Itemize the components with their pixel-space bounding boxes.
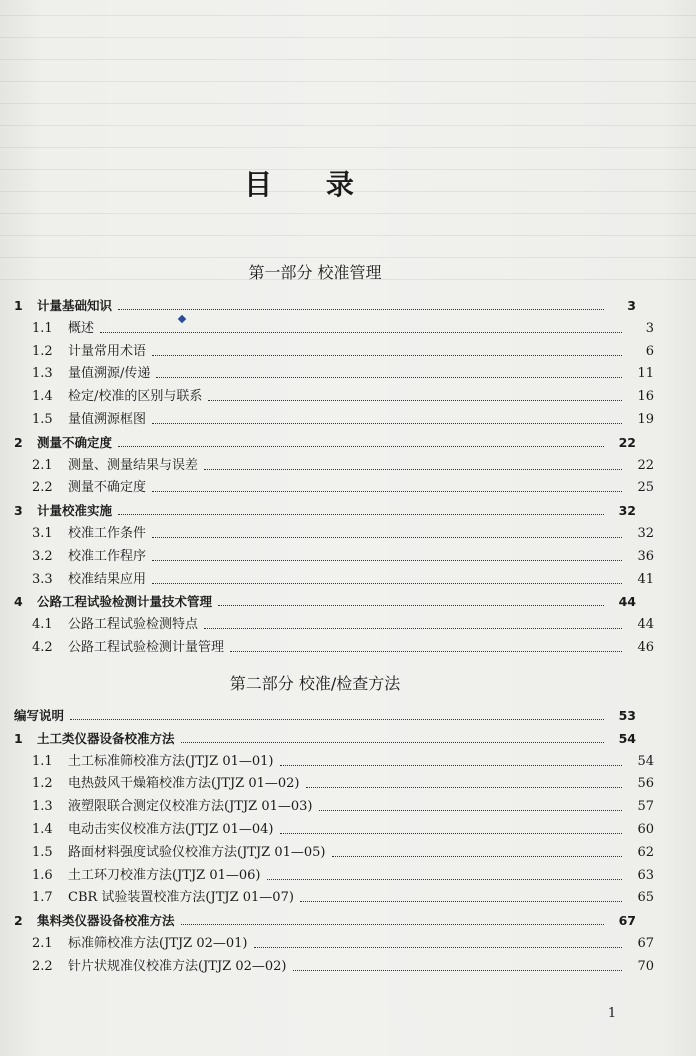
entry-number: 2.2: [32, 958, 53, 974]
part1-heading: 第一部分 校准管理: [248, 263, 382, 282]
entry-number: 3.3: [32, 571, 53, 587]
dot-leader: [118, 445, 604, 447]
dot-leader: [152, 422, 622, 424]
entry-title: 计量校准实施: [37, 503, 113, 519]
entry-title: 测量不确定度: [37, 434, 113, 450]
entry-title: 概述: [68, 320, 95, 336]
toc-chapter-entry[interactable]: [0, 292, 696, 314]
entry-title: 土工标准筛校准方法(JTJZ 01—01): [68, 753, 274, 769]
dot-leader: [267, 878, 623, 880]
page-number: 1: [607, 1006, 617, 1021]
dot-leader: [152, 490, 622, 492]
toc-chapter-entry[interactable]: [0, 429, 696, 451]
entry-number: 4: [14, 594, 23, 610]
toc-chapter-entry[interactable]: [0, 725, 696, 747]
entry-title: 检定/校准的区别与联系: [68, 389, 203, 405]
dot-leader: [300, 900, 622, 902]
entry-number: 1.2: [32, 776, 53, 792]
entry-title: 电热鼓风干燥箱校准方法(JTJZ 01—02): [68, 776, 300, 792]
entry-title: 公路工程试验检测计量管理: [68, 640, 225, 655]
entry-title: 公路工程试验检测计量技术管理: [37, 594, 213, 610]
entry-title: 液塑限联合测定仪校准方法(JTJZ 01—03): [68, 799, 313, 815]
entry-page: 62: [637, 844, 654, 860]
entry-title: CBR 试验装置校准方法(JTJZ 01—07): [68, 890, 294, 906]
entry-number: 1.1: [32, 753, 53, 769]
toc-section-entry[interactable]: [0, 566, 696, 588]
part2-heading: 第二部分 校准/检查方法: [229, 674, 401, 693]
toc-title: 目 录: [244, 168, 376, 201]
entry-number: 1.4: [32, 822, 53, 837]
entry-page: 57: [637, 799, 654, 815]
toc-chapter-entry[interactable]: [0, 907, 696, 929]
entry-title: 电动击实仪校准方法(JTJZ 01—04): [68, 822, 274, 837]
dot-leader: [118, 513, 604, 515]
toc-chapter-entry[interactable]: [0, 497, 696, 519]
toc-section-entry[interactable]: [0, 360, 696, 382]
toc-section-entry[interactable]: [0, 406, 696, 428]
dot-leader: [152, 536, 622, 538]
entry-title: 土工类仪器设备校准方法: [37, 730, 175, 746]
dot-leader: [230, 650, 622, 652]
dot-leader: [156, 376, 622, 378]
dot-leader: [152, 559, 622, 561]
toc-section-entry[interactable]: [0, 748, 696, 770]
toc-section-entry[interactable]: [0, 816, 696, 838]
toc-section-entry[interactable]: [0, 770, 696, 792]
entry-title: 公路工程试验检测特点: [68, 617, 199, 633]
entry-title: 路面材料强度试验仪校准方法(JTJZ 01—05): [68, 844, 326, 860]
entry-number: 1.6: [32, 867, 53, 883]
entry-title: 土工环刀校准方法(JTJZ 01—06): [68, 867, 261, 883]
entry-number: 1.1: [32, 320, 53, 336]
toc-chapter-entry[interactable]: [0, 588, 696, 610]
toc-section-entry[interactable]: [0, 862, 696, 884]
entry-title: 计量基础知识: [37, 298, 113, 313]
entry-page: 25: [637, 480, 654, 496]
entry-number: 1.4: [32, 389, 53, 405]
toc-section-entry[interactable]: [0, 474, 696, 496]
toc-section-entry[interactable]: [0, 884, 696, 906]
entry-number: 1.3: [32, 799, 53, 815]
entry-page: 3: [627, 298, 636, 313]
toc-section-entry[interactable]: [0, 520, 696, 542]
entry-number: 2.1: [32, 936, 53, 951]
toc-section-entry[interactable]: [0, 543, 696, 565]
entry-page: 22: [637, 457, 654, 473]
dot-leader: [204, 468, 622, 470]
dot-leader: [293, 969, 623, 971]
entry-page: 65: [637, 890, 654, 906]
entry-number: 1.7: [32, 890, 53, 906]
dot-leader: [152, 354, 622, 356]
dot-leader: [254, 946, 623, 948]
entry-title: 计量常用术语: [68, 343, 147, 359]
entry-page: 46: [637, 640, 654, 655]
toc-chapter-entry[interactable]: [0, 702, 696, 724]
dot-leader: [306, 786, 623, 788]
entry-number: 2.1: [32, 457, 53, 473]
entry-page: 63: [637, 867, 654, 883]
entry-page: 44: [618, 594, 636, 610]
entry-title: 校准结果应用: [68, 571, 147, 587]
dot-leader: [280, 832, 623, 834]
dot-leader: [181, 741, 604, 743]
toc-section-entry[interactable]: [0, 634, 696, 656]
dot-leader: [70, 718, 604, 720]
entry-title: 量值溯源/传递: [68, 366, 151, 382]
entry-page: 3: [645, 320, 654, 336]
entry-page: 11: [637, 366, 654, 382]
entry-number: 1.2: [32, 343, 53, 359]
entry-title: 校准工作程序: [68, 548, 147, 564]
toc-section-entry[interactable]: [0, 953, 696, 975]
entry-number: 4.2: [32, 640, 53, 655]
entry-title: 针片状规准仪校准方法(JTJZ 02—02): [68, 958, 287, 974]
entry-number: 1.5: [32, 412, 53, 427]
entry-page: 32: [637, 526, 654, 541]
toc-section-entry[interactable]: [0, 839, 696, 861]
entry-page: 70: [637, 958, 654, 974]
entry-page: 22: [618, 434, 636, 450]
entry-title: 量值溯源框图: [68, 412, 147, 427]
entry-page: 67: [637, 936, 654, 951]
dot-leader: [204, 627, 622, 629]
entry-number: 2: [14, 913, 23, 929]
toc-section-entry[interactable]: [0, 452, 696, 474]
entry-number: 3: [14, 503, 23, 519]
entry-page: 54: [618, 730, 636, 746]
dot-leader: [152, 582, 622, 584]
entry-number: 3.1: [32, 526, 53, 541]
toc-section-entry[interactable]: [0, 793, 696, 815]
entry-number: 1: [14, 298, 23, 313]
bleed-through-texture: [0, 0, 696, 300]
entry-number: 4.1: [32, 617, 53, 633]
entry-page: 54: [637, 753, 654, 769]
entry-title: 标准筛校准方法(JTJZ 02—01): [68, 936, 248, 951]
toc-section-entry[interactable]: [0, 383, 696, 405]
entry-page: 44: [637, 617, 654, 633]
dot-leader: [181, 923, 604, 925]
entry-title: 编写说明: [14, 708, 65, 723]
toc-section-entry[interactable]: [0, 315, 696, 337]
entry-page: 16: [637, 389, 654, 405]
entry-page: 67: [618, 913, 636, 929]
entry-page: 32: [618, 503, 636, 519]
entry-number: 3.2: [32, 548, 53, 564]
entry-number: 2: [14, 434, 23, 450]
entry-number: 1.5: [32, 844, 53, 860]
toc-section-entry[interactable]: [0, 338, 696, 360]
dot-leader: [218, 604, 604, 606]
entry-page: 36: [637, 548, 654, 564]
entry-page: 60: [637, 822, 654, 837]
entry-title: 测量、测量结果与误差: [68, 457, 199, 473]
entry-number: 1: [14, 730, 23, 746]
entry-number: 1.3: [32, 366, 53, 382]
toc-section-entry[interactable]: [0, 611, 696, 633]
dot-leader: [118, 308, 604, 310]
dot-leader: [208, 399, 622, 401]
dot-leader: [319, 809, 623, 811]
dot-leader: [100, 331, 622, 333]
dot-leader: [332, 855, 623, 857]
entry-title: 集料类仪器设备校准方法: [37, 913, 175, 929]
entry-page: 6: [645, 343, 654, 359]
entry-page: 53: [618, 708, 636, 723]
toc-section-entry[interactable]: [0, 930, 696, 952]
entry-page: 41: [637, 571, 654, 587]
entry-title: 校准工作条件: [68, 526, 147, 541]
entry-number: 2.2: [32, 480, 53, 496]
dot-leader: [280, 764, 623, 766]
entry-title: 测量不确定度: [68, 480, 147, 496]
entry-page: 19: [637, 412, 654, 427]
entry-page: 56: [637, 776, 654, 792]
